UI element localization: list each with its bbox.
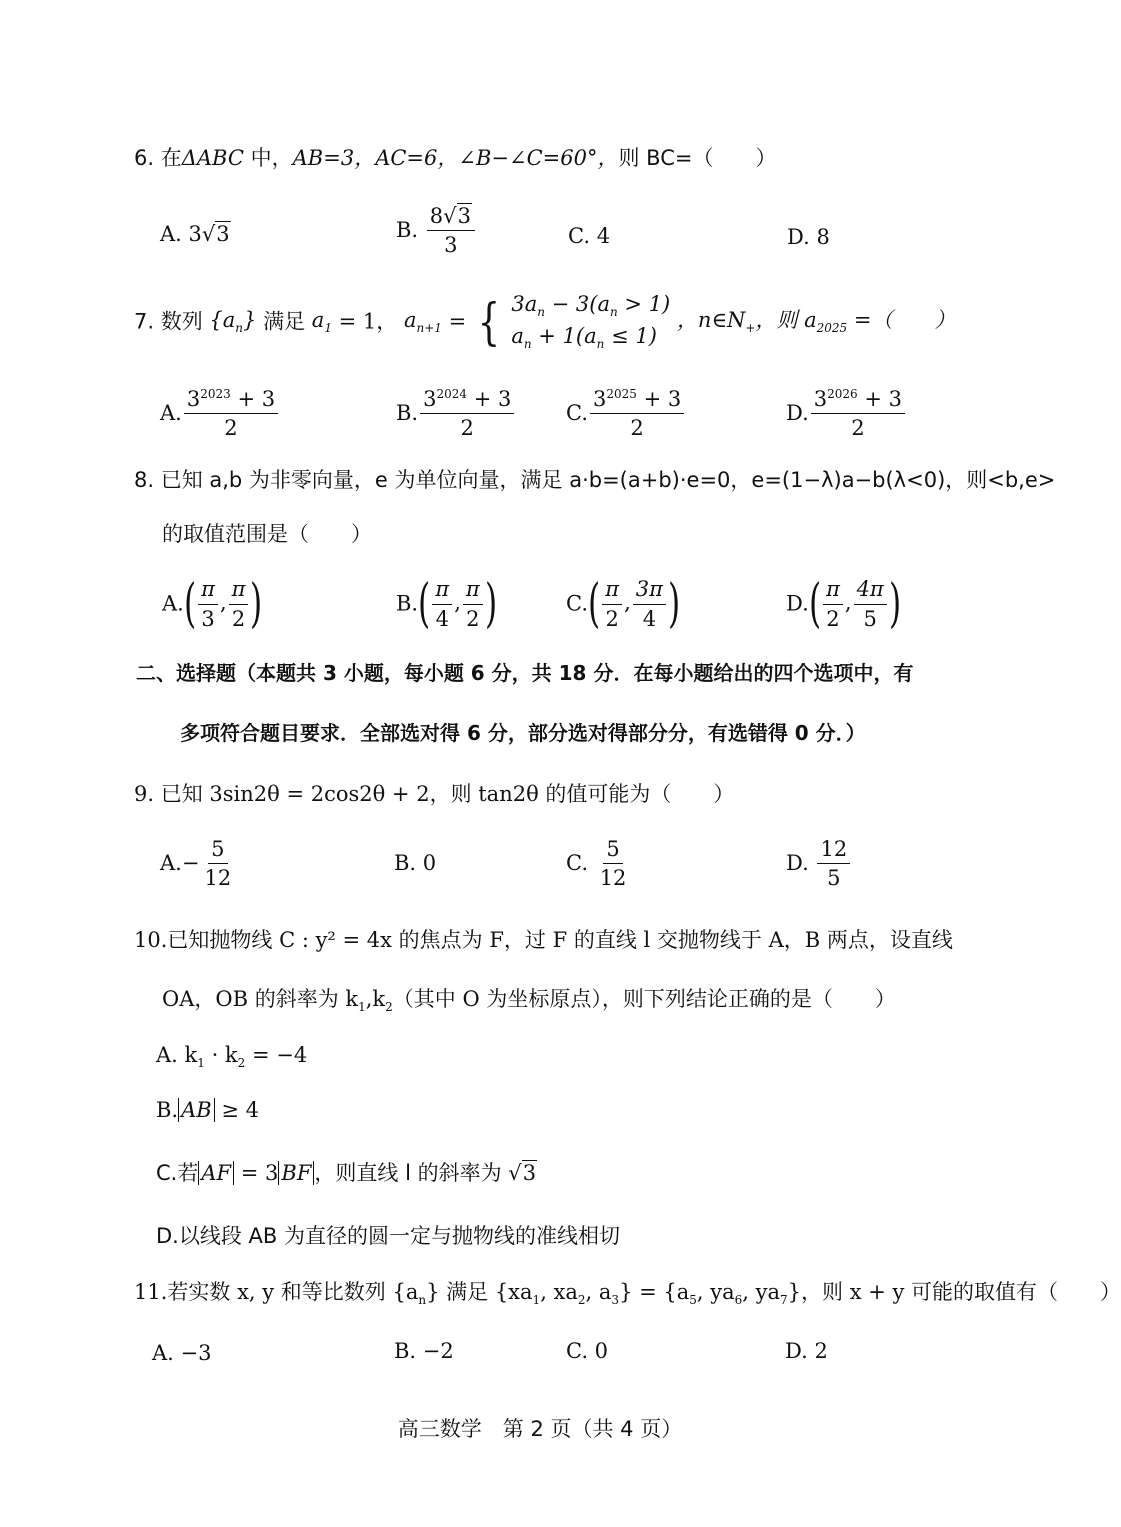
q6-option-d[interactable]: D. 8 xyxy=(787,225,830,249)
question-9-stem: 9. 已知 3sin2θ = 2cos2θ + 2，则 tan2θ 的值可能为（ ） xyxy=(134,782,735,806)
q9-option-a[interactable]: A.− $\frac{5}{12}$ xyxy=(160,837,232,891)
section-2-header-line2: 多项符合题目要求．全部选对得 6 分，部分选对得部分分，有选错得 0 分．） xyxy=(180,721,866,745)
q9-option-d[interactable]: D. $\frac{12}{5}$ xyxy=(786,838,852,889)
q11-option-b[interactable]: B. −2 xyxy=(394,1339,454,1363)
q9-option-c[interactable]: C. $\frac{5}{12}$ xyxy=(566,837,627,891)
q7-option-a[interactable]: A. $\frac{3^{2023} + 3}{2}$ xyxy=(160,388,280,439)
question-8-stem-line1: 8. 已知 a,b 为非零向量，e 为单位向量，满足 a·b=(a+b)·e=0，e=(1−λ)a−b(λ<0)，则<b,e> xyxy=(134,468,1056,492)
question-11-stem: 11.若实数 x, y 和等比数列 $\{a_n\}$ 满足 {$xa_1$, $xa_2$, $a_3\} = \{a_5$, $ya_6$, $ya_7$}，则 x + y 可能的取值有（ ） xyxy=(134,1280,1121,1308)
q8-option-b[interactable]: B.( $\frac{\pi}{4}$ , $\frac{\pi}{2}$ ) xyxy=(396,574,497,634)
question-8-stem-line2: 的取值范围是（ ） xyxy=(162,522,372,546)
q10-option-a[interactable]: A. $k_1 \cdot k_2 = -4$ xyxy=(156,1043,308,1071)
page-footer: 高三数学 第 2 页（共 4 页） xyxy=(397,1417,683,1441)
q11-option-c[interactable]: C. 0 xyxy=(566,1339,609,1363)
q10-option-c[interactable]: C.若 AF = 3 BF ，则直线 l 的斜率为 √3 xyxy=(156,1161,537,1185)
question-10-stem-line1: 10.已知抛物线 C : y² = 4x 的焦点为 F，过 F 的直线 l 交抛物线于 A，B 两点，设直线 xyxy=(134,928,953,952)
q10-option-b[interactable]: B. AB ≥ 4 xyxy=(156,1098,260,1122)
q10-option-d[interactable]: D.以线段 AB 为直径的圆一定与抛物线的准线相切 xyxy=(156,1224,620,1248)
question-10-stem-line2: OA，OB 的斜率为 $k_1,k_2$（其中 O 为坐标原点），则下列结论正确的是（ ） xyxy=(162,987,896,1015)
q8-option-c[interactable]: C.( $\frac{\pi}{2}$ , $\frac{3\pi}{4}$ ) xyxy=(566,574,681,634)
q7-option-c[interactable]: C. $\frac{3^{2025} + 3}{2}$ xyxy=(566,388,686,439)
q11-option-d[interactable]: D. 2 xyxy=(785,1339,828,1363)
q7-option-d[interactable]: D. $\frac{3^{2026} + 3}{2}$ xyxy=(786,388,907,439)
q7-option-b[interactable]: B. $\frac{3^{2024} + 3}{2}$ xyxy=(396,388,516,439)
q9-option-b[interactable]: B. 0 xyxy=(394,851,437,875)
q6-option-c[interactable]: C. 4 xyxy=(568,224,611,248)
question-7-stem: 7. 数列 $\{a_n\}$ 满足 $a_1 = 1$， $a_{n+1}$ = { $3a_n - 3(a_n > 1)$ $a_n + 1(a_n \le 1)$ ，$n\in N_+$，则 $a_{2025}$ =（ ） xyxy=(134,292,956,352)
q8-option-a[interactable]: A.( $\frac{\pi}{3}$ , $\frac{\pi}{2}$ ) xyxy=(162,574,263,634)
section-2-header-line1: 二、选择题（本题共 3 小题，每小题 6 分，共 18 分．在每小题给出的四个选项中，有 xyxy=(136,661,914,685)
q8-option-d[interactable]: D.( $\frac{\pi}{2}$ , $\frac{4\pi}{5}$ ) xyxy=(786,574,901,634)
q6-option-b[interactable]: B. $\frac{8√3}{3}$ xyxy=(396,205,477,256)
q6-option-a[interactable]: A. 3√3 xyxy=(160,222,230,246)
q11-option-a[interactable]: A. −3 xyxy=(152,1341,212,1365)
question-6-stem: 6. 在ΔABC 中，AB=3，AC=6，∠B−∠C=60°，则 BC=（ ） xyxy=(134,146,777,170)
